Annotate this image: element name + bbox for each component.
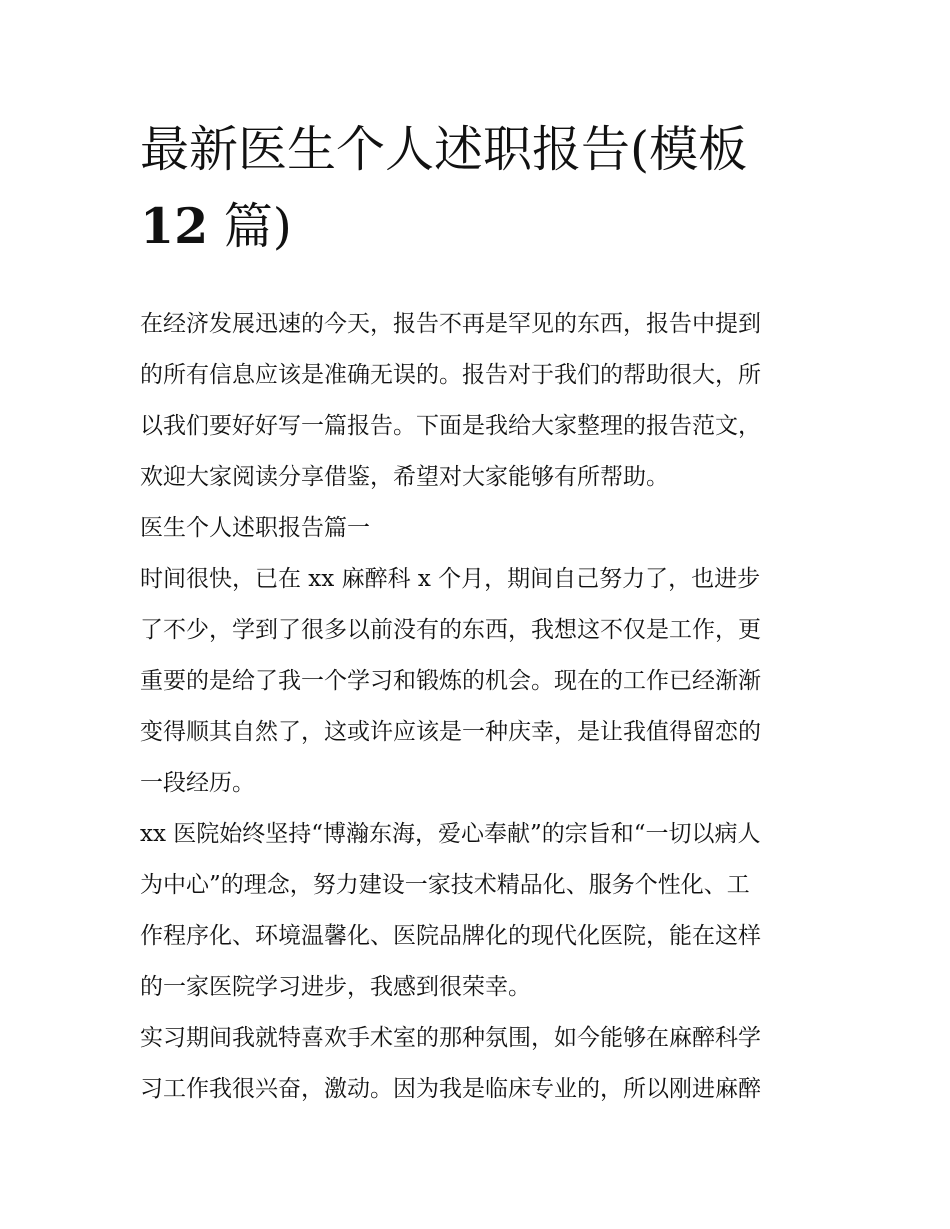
text-line: 了不少，学到了很多以前没有的东西，我想这不仅是工作，更 [140,617,761,643]
text-line: 变得顺其自然了，这或许应该是一种庆幸，是让我值得留恋的 [140,719,761,745]
title-suffix: 篇) [208,198,292,255]
text-line: 习工作我很兴奋，激动。因为我是临床专业的，所以刚进麻醉 [140,1076,761,1102]
text-line: 实习期间我就特喜欢手术室的那种氛围，如今能够在麻醉科学 [140,1025,761,1051]
text-line: 作程序化、环境温馨化、医院品牌化的现代化医院，能在这样 [140,923,761,949]
text-line: 一段经历。 [140,770,255,796]
text-line: xx 医院始终坚持“博瀚东海，爱心奉献”的宗旨和“一切以病人 [140,821,761,847]
section-heading: 医生个人述职报告篇一 [140,515,370,541]
text-line: 欢迎大家阅读分享借鉴，希望对大家能够有所帮助。 [140,464,669,490]
document-page [140,112,812,1115]
text-line: 重要的是给了我一个学习和锻炼的机会。现在的工作已经渐渐 [140,668,761,694]
text-line: 的所有信息应该是准确无误的。报告对于我们的帮助很大，所 [140,362,761,388]
intro-paragraph [140,299,812,503]
document-body [140,299,812,1115]
text-line: 以我们要好好写一篇报告。下面是我给大家整理的报告范文， [140,413,761,439]
document-title [140,112,812,265]
title-number: 12 [140,197,209,255]
text-line: 在经济发展迅速的今天，报告不再是罕见的东西，报告中提到 [140,311,761,337]
title-line-1: 最新医生个人述职报告(模板 [140,121,748,178]
paragraph-1 [140,554,812,809]
paragraph-3 [140,1013,812,1115]
text-line: 时间很快，已在 xx 麻醉科 x 个月，期间自己努力了，也进步 [140,566,761,592]
title-line-2 [140,188,812,265]
paragraph-2 [140,809,812,1013]
text-line: 为中心”的理念，努力建设一家技术精品化、服务个性化、工 [140,872,750,898]
text-line: 的一家医院学习进步，我感到很荣幸。 [140,974,531,1000]
